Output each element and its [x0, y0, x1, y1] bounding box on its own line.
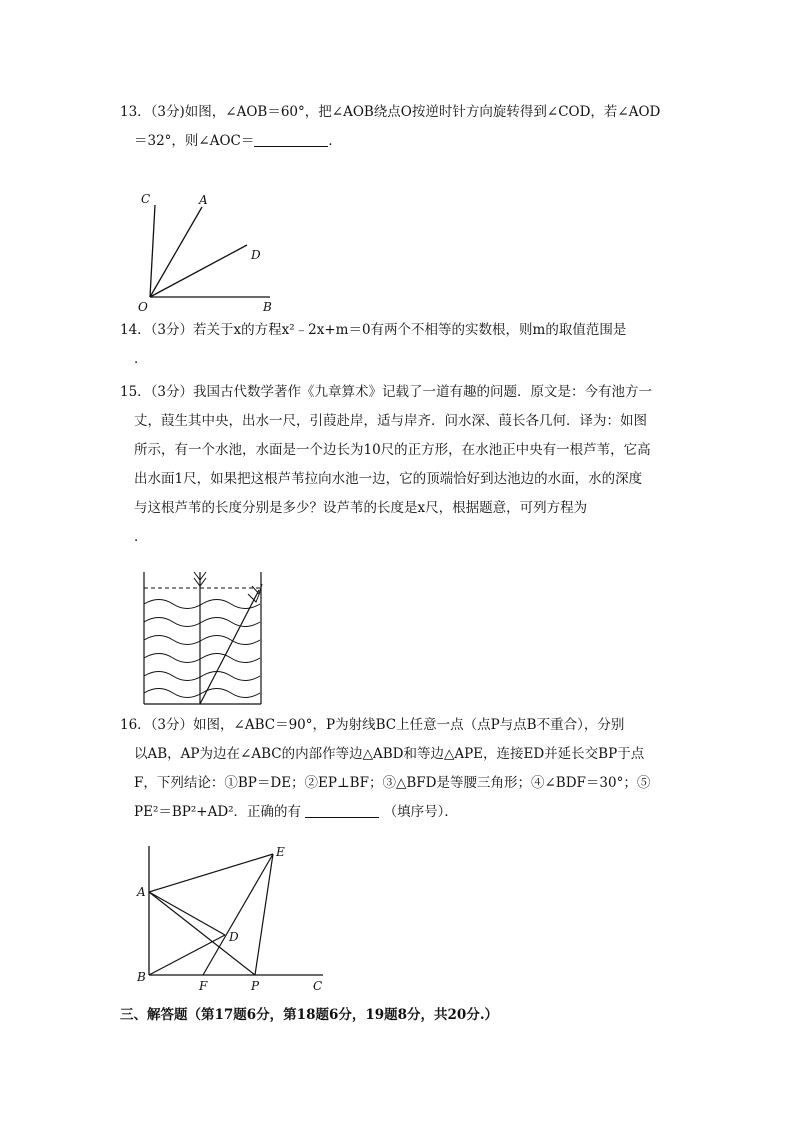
q14-line2: ．: [134, 351, 148, 367]
question-16: [120, 711, 680, 827]
q16-label-b: B: [137, 970, 146, 984]
q16-triangle-figure: [135, 840, 335, 995]
q16-label-c: C: [313, 979, 323, 993]
q13-line2: [120, 127, 680, 156]
question-15: [120, 378, 680, 552]
q15-line3: 所示，有一个水池，水面是一个边长为10尺的正方形，在水池正中央有一根芦苇，它高: [134, 442, 651, 458]
q13-angle-figure: [135, 185, 285, 315]
q13-label-o: O: [138, 300, 148, 314]
q13-label-b: B: [263, 300, 272, 314]
section-3-heading: 三、解答题（第17题6分，第18题6分，19题8分，共20分.）: [120, 1007, 499, 1023]
question-13: [120, 98, 680, 156]
q16-answer-blank: [305, 803, 379, 818]
q13-answer-blank: [254, 132, 328, 147]
q16-label-f: F: [199, 979, 208, 993]
q15-line2: 丈，葭生其中央，出水一尺，引葭赴岸，适与岸齐．问水深、葭长各几何．译为：如图: [134, 413, 647, 429]
q16-label-p: P: [251, 979, 260, 993]
q16-label-e: E: [276, 845, 285, 859]
q13-label-c: C: [141, 192, 151, 206]
q15-line4: 出水面1尺，如果把这根芦苇拉向水池一边，它的顶端恰好到达池边的水面，水的深度: [134, 471, 643, 487]
q16-line3: F，下列结论：①BP＝DE；②EP⊥BF；③△BFD是等腰三角形；④∠BDF＝30°；⑤: [134, 775, 651, 791]
q13-label-d: D: [251, 248, 261, 262]
q16-label-a: A: [137, 885, 146, 899]
q13-line2-text: ＝32°，则∠AOC＝: [134, 133, 255, 149]
q16-line4-text: PE²＝BP²+AD²．正确的有: [134, 804, 302, 820]
q14-line1: 14．（3分）若关于x的方程x²﹣2x+m＝0有两个不相等的实数根，则m的取值范围是: [120, 322, 627, 338]
q13-line1: 13．（3分)如图，∠AOB＝60°，把∠AOB绕点O按逆时针方向旋转得到∠COD，若∠AOD: [120, 104, 661, 120]
q15-pond-figure: [140, 568, 266, 708]
q15-line1: 15．（3分）我国古代数学著作《九章算术》记载了一道有趣的问题．原文是：今有池方一: [120, 384, 653, 400]
q16-line2: 以AB，AP为边在∠ABC的内部作等边△ABD和等边△APE，连接ED并延长交BP于点: [134, 746, 645, 762]
q13-label-a: A: [199, 193, 208, 207]
q16-label-d: D: [229, 930, 239, 944]
q16-line4-end: （填序号）．: [383, 804, 458, 820]
q13-line2-end: ．: [328, 133, 342, 149]
q15-line6: ．: [134, 529, 148, 545]
q15-line5: 与这根芦苇的长度分别是多少？设芦苇的长度是x尺，根据题意，可列方程为: [134, 500, 588, 516]
q16-line4: [120, 798, 680, 827]
q16-line1: 16．（3分）如图，∠ABC＝90°，P为射线BC上任意一点（点P与点B不重合），分别: [120, 717, 625, 733]
question-14: [120, 316, 680, 374]
